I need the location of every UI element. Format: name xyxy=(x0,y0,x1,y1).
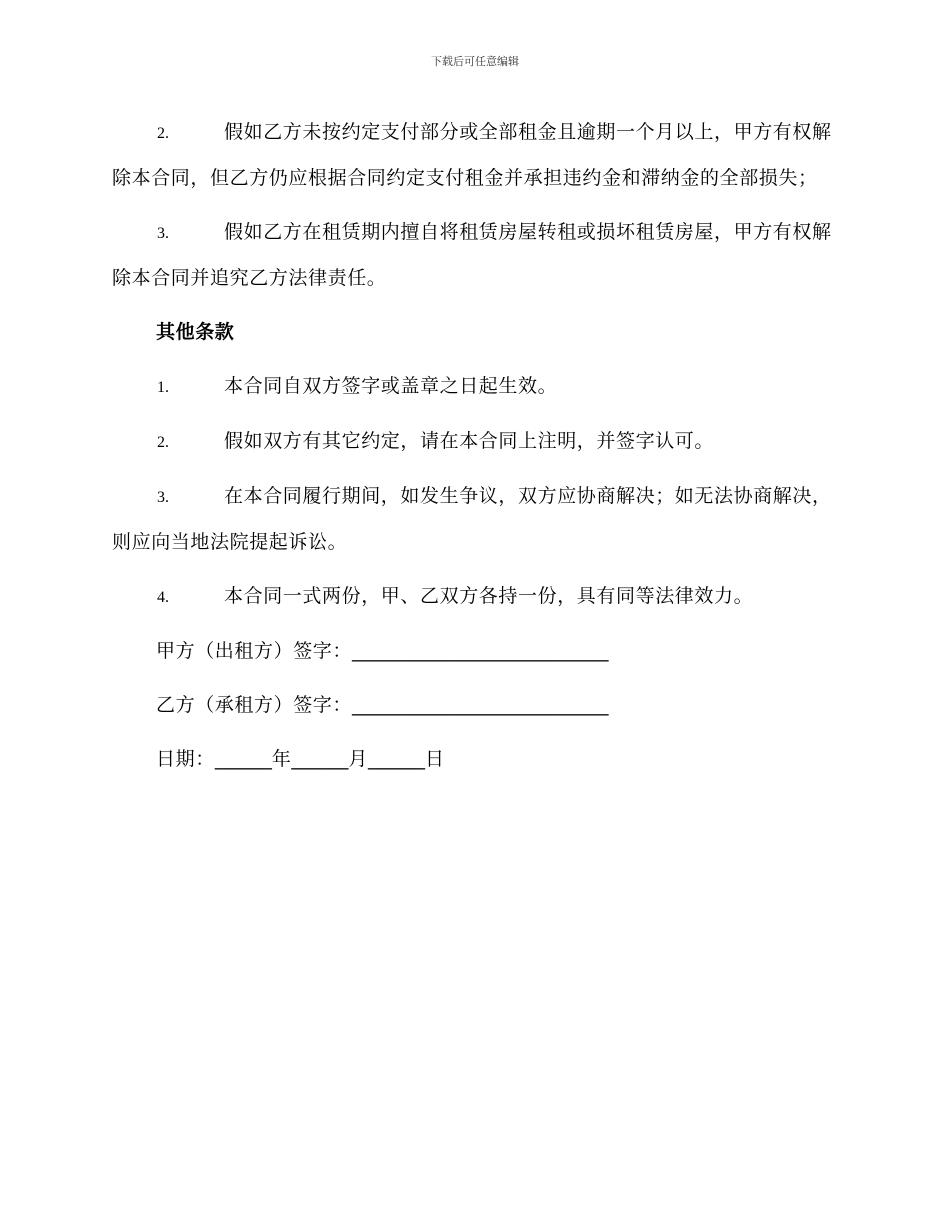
signature-blank: ___________________________ xyxy=(352,640,609,662)
item-number: 3. xyxy=(157,225,169,242)
section-heading-other-terms: 其他条款 xyxy=(156,321,235,343)
other-terms-item-1 xyxy=(112,364,832,410)
termination-item-3 xyxy=(112,210,832,301)
date-line xyxy=(112,737,832,782)
item-text: 假如双方有其它约定，请在本合同上注明，并签字认可。 xyxy=(224,430,715,452)
year-blank: ______ xyxy=(214,748,272,770)
signature-line-party-a xyxy=(112,629,832,674)
signature-blank: ___________________________ xyxy=(352,694,609,716)
other-terms-item-3 xyxy=(112,474,832,565)
item-number: 4. xyxy=(157,589,169,606)
signature-label: 乙方（承租方）签字： xyxy=(156,694,353,716)
month-label: 月 xyxy=(348,748,369,770)
other-terms-item-2 xyxy=(112,419,832,465)
day-label: 日 xyxy=(425,748,445,770)
termination-item-2 xyxy=(112,110,832,201)
item-number: 1. xyxy=(157,379,169,396)
signature-label: 甲方（出租方）签字： xyxy=(156,640,353,662)
signature-line-party-b xyxy=(112,683,832,728)
month-blank: ______ xyxy=(291,748,349,770)
other-terms-item-4 xyxy=(112,574,832,620)
item-text: 假如乙方未按约定支付部分或全部租金且逾期一个月以上，甲方有权解除本合同，但乙方仍应根据合同约定支付租金并承担违约金和滞纳金的全部损失； xyxy=(112,121,832,189)
item-text: 本合同自双方签字或盖章之日起生效。 xyxy=(224,375,558,397)
page-header: 下载后可任意编辑 xyxy=(431,55,519,68)
item-number: 3. xyxy=(157,489,169,506)
item-text: 在本合同履行期间，如发生争议，双方应协商解决；如无法协商解决，则应向当地法院提起诉讼。 xyxy=(112,485,832,553)
item-number: 2. xyxy=(157,125,169,142)
item-text: 假如乙方在租赁期内擅自将租赁房屋转租或损坏租赁房屋，甲方有权解除本合同并追究乙方法律责任。 xyxy=(112,221,832,289)
date-label: 日期： xyxy=(156,748,215,770)
day-blank: ______ xyxy=(368,748,426,770)
year-label: 年 xyxy=(271,748,292,770)
item-text: 本合同一式两份，甲、乙双方各持一份，具有同等法律效力。 xyxy=(224,585,754,607)
document-body xyxy=(112,110,832,791)
item-number: 2. xyxy=(157,434,169,451)
